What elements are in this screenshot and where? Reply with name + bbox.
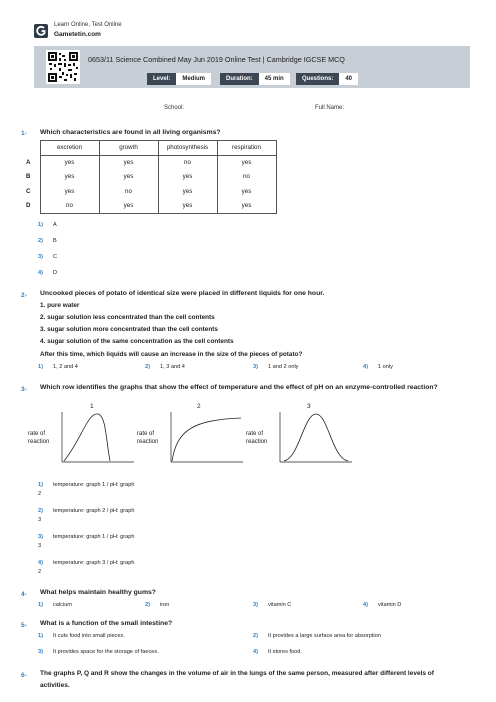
answer-option[interactable]: vitamin D [378,602,402,608]
question-number: 6- [21,672,27,679]
table-row [26,184,276,199]
brand-tagline: Learn Online, Test Online [54,22,122,28]
answer-option[interactable]: vitamin C [268,602,292,608]
option-number: 3) [38,254,43,260]
questions-label: Questions: [296,73,339,85]
option-number: 2) [145,602,150,608]
duration-label: Duration: [220,73,259,85]
option-number: 2) [38,238,43,244]
table-cell: yes [99,170,158,185]
answer-option[interactable]: temperature: graph 1 / pH: graph [53,534,135,540]
level-badge [147,73,211,85]
table-cell: yes [158,199,217,214]
answer-option[interactable]: iron [160,602,170,608]
graph-number: 3 [307,403,311,410]
table-cell: yes [99,155,158,170]
option-number: 3) [253,602,258,608]
option-number: 4) [38,560,43,566]
graph-2 [135,400,247,466]
school-field-label: School: [164,105,185,111]
statement: 4. sugar solution of the same concentration as the cell contents [40,338,234,345]
question-number: 1- [21,130,27,137]
column-header: photosynthesis [158,141,217,156]
option-number: 4) [38,270,43,276]
option-number: 3) [253,364,258,370]
row-label: C [26,187,31,195]
level-value: Medium [176,73,211,85]
graph-ylabel: rate of [137,431,155,437]
answer-option[interactable]: 1 only [378,364,393,370]
table-cell: no [99,184,158,199]
statement: 3. sugar solution more concentrated than the cell contents [40,326,218,333]
answer-option[interactable]: C [53,254,58,260]
question-6-text-continued: activities. [40,682,70,689]
table-cell: no [158,155,217,170]
option-number: 1) [38,364,43,370]
question-5-text: What is a function of the small intestine? [40,620,173,627]
answer-option-continued: 3 [38,517,42,523]
table-cell: yes [40,170,99,185]
statement: 1. pure water [40,302,80,309]
graph-ylabel: reaction [28,439,50,445]
question-1-text: Which characteristics are found in all living organisms? [40,129,221,136]
table-row [26,155,276,170]
answer-option[interactable]: It provides a large surface area for absorption [268,633,381,639]
row-label: D [26,202,31,210]
table-cell: yes [40,184,99,199]
answer-option[interactable]: 1, 2 and 4 [53,364,78,370]
qr-code-icon [46,50,80,84]
graph-number: 1 [90,403,94,410]
duration-badge [220,73,290,85]
brand-header [34,22,234,42]
question-number: 2- [21,292,27,299]
table-cell: yes [40,155,99,170]
table-cell: yes [217,184,276,199]
duration-value: 45 min [259,73,290,85]
table-cell: no [217,170,276,185]
characteristics-table [26,140,277,214]
graph-3 [244,400,356,466]
question-4-text: What helps maintain healthy gums? [40,589,156,596]
column-header: growth [99,141,158,156]
table-row [26,199,276,214]
question-number: 5- [21,622,27,629]
option-number: 1) [38,633,43,639]
answer-option-continued: 3 [38,543,42,549]
option-number: 1) [38,482,43,488]
graph-ylabel: reaction [137,439,159,445]
answer-option-continued: 2 [38,491,42,497]
answer-option[interactable]: calcium [53,602,72,608]
table-cell: yes [217,199,276,214]
question-number: 3- [21,386,27,393]
table-cell: yes [158,184,217,199]
answer-option[interactable]: It provides space for the storage of faeces. [53,649,159,655]
table-header-row [26,141,276,156]
graph-1 [26,400,138,466]
row-label: B [26,173,31,181]
option-number: 1) [38,602,43,608]
answer-option[interactable]: D [53,270,58,276]
option-number: 1) [38,222,43,228]
answer-option[interactable]: 1, 3 and 4 [160,364,185,370]
answer-option[interactable]: temperature: graph 1 / pH: graph [53,482,135,488]
brand-site[interactable]: Gametetin.com [54,31,101,38]
option-number: 4) [363,602,368,608]
answer-option-continued: 2 [38,569,42,575]
option-number: 3) [38,649,43,655]
column-header: excretion [40,141,99,156]
option-number: 2) [38,508,43,514]
row-label: A [26,158,31,166]
answer-option[interactable]: temperature: graph 3 / pH: graph [53,560,135,566]
option-number: 3) [38,534,43,540]
question-2-prompt: After this time, which liquids will cause an increase in the size of the pieces of potato? [40,351,303,358]
answer-option[interactable]: 1 and 2 only [268,364,299,370]
question-6-text: The graphs P, Q and R show the changes in the volume of air in the lungs of the same person, measured after different levels of [40,670,434,677]
table-row [26,170,276,185]
table-cell: yes [158,170,217,185]
questions-value: 40 [339,73,358,85]
answer-option[interactable]: A [53,222,57,228]
question-2-text: Uncooked pieces of potato of identical size were placed in different liquids for one hour. [40,290,325,297]
graph-ylabel: rate of [246,431,264,437]
graph-number: 2 [197,403,201,410]
statement: 2. sugar solution less concentrated than the cell contents [40,314,215,321]
answer-option[interactable]: B [53,238,57,244]
option-number: 4) [253,649,258,655]
gametetin-logo-icon [34,24,48,38]
option-number: 2) [253,633,258,639]
answer-option[interactable]: It cuts food into small pieces. [53,633,125,639]
level-label: Level: [147,73,176,85]
questions-badge [296,73,358,85]
table-cell: yes [217,155,276,170]
option-number: 2) [145,364,150,370]
answer-option[interactable]: It stores food. [268,649,302,655]
table-cell: no [40,199,99,214]
option-number: 4) [363,364,368,370]
full-name-field-label: Full Name: [315,105,345,111]
answer-option[interactable]: temperature: graph 2 / pH: graph [53,508,135,514]
column-header: respiration [217,141,276,156]
test-banner [34,46,470,88]
question-number: 4- [21,591,27,598]
table-cell: yes [99,199,158,214]
graph-ylabel: reaction [246,439,268,445]
question-3-text: Which row identifies the graphs that show the effect of temperature and the effect of pH on an enzyme-controlled reaction? [40,384,438,391]
graph-ylabel: rate of [28,431,46,437]
test-title: 0653/11 Science Combined May Jun 2019 Online Test | Cambridge IGCSE MCQ [88,55,345,64]
